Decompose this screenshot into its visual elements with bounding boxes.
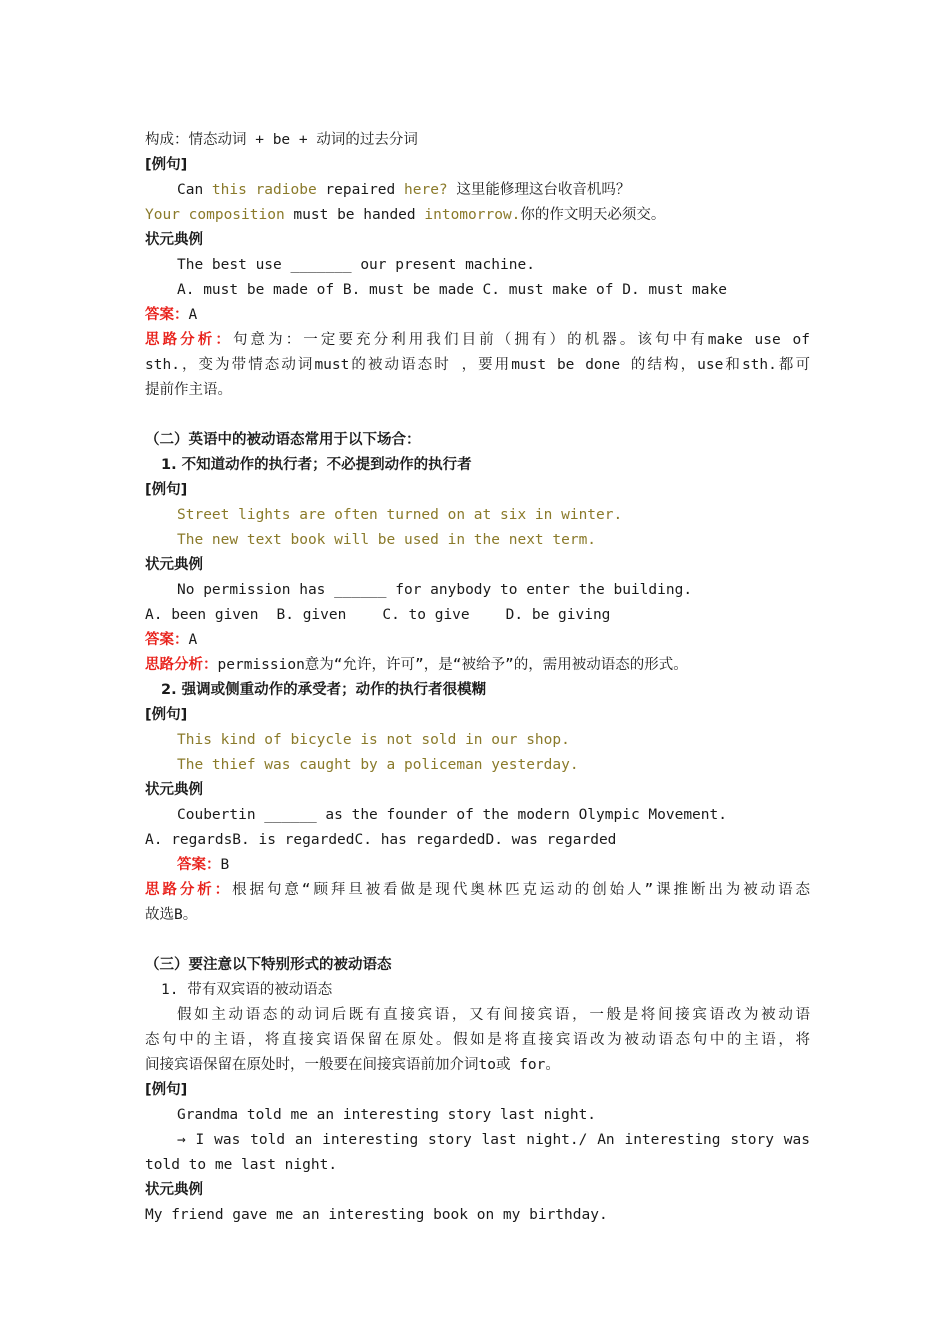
example-text: must be handed <box>284 207 425 223</box>
example-sentence: The new text book will be used in the next term. <box>177 532 597 548</box>
subsection-heading: 1. 带有双宾语的被动语态 <box>161 982 333 998</box>
structure-line: 构成：情态动词 + be + 动词的过去分词 <box>145 132 418 148</box>
answer-value: A <box>188 307 198 323</box>
example-sentence: Grandma told me an interesting story last night. <box>177 1107 597 1123</box>
example-sentence: Street lights are often turned on at six in winter. <box>177 507 623 523</box>
analysis-line: 提前作主语。 <box>145 382 232 398</box>
example-translation: 你的作文明天必须交。 <box>520 207 666 223</box>
answer-line <box>145 303 810 328</box>
body-paragraph-line: 假如主动语态的动词后既有直接宾语，又有间接宾语，一般是将间接宾语改为被动语 <box>177 1007 810 1023</box>
analysis-label: 思路分析： <box>145 332 233 348</box>
analysis-line: sth.，变为带情态动词must的被动语态时 ，要用must be done 的结构，use和sth.都可 <box>145 357 810 373</box>
option-c: C. to give <box>382 607 470 623</box>
analysis-line <box>145 878 810 903</box>
option-d: D. be giving <box>505 607 611 623</box>
analysis-text: 句意为：一定要充分利用我们目前（拥有）的机器。该句中有make use of <box>232 332 810 348</box>
question-options: A. regardsB. is regardedC. has regardedD. was regarded <box>145 832 617 848</box>
subsection-heading: 1. 不知道动作的执行者；不必提到动作的执行者 <box>161 457 472 473</box>
answer-label: 答案： <box>145 632 189 648</box>
analysis-label: 思路分析： <box>145 657 218 673</box>
answer-line <box>145 628 810 653</box>
example-translation: 这里能修理这台收音机吗？ <box>447 182 631 198</box>
example-text-highlight: intomorrow. <box>424 207 521 223</box>
example-sentence: This kind of bicycle is not sold in our shop. <box>177 732 570 748</box>
question-text: My friend gave me an interesting book on my birthday. <box>145 1207 608 1223</box>
section-heading: （二）英语中的被动语态常用于以下场合： <box>145 432 421 448</box>
example-tag: [例句] <box>145 482 188 498</box>
typical-example-tag: 状元典例 <box>145 782 203 798</box>
example-text-highlight: Your composition <box>145 207 285 223</box>
answer-label: 答案： <box>145 307 189 323</box>
example-sentence <box>177 178 810 203</box>
option-b: B. given <box>276 607 347 623</box>
analysis-text: 根据句意“顾拜旦被看做是现代奥林匹克运动的创始人”课推断出为被动语态 <box>232 882 810 898</box>
example-text-highlight: here? <box>404 182 448 198</box>
example-sentence: → I was told an interesting story last night./ An interesting story was <box>177 1132 810 1148</box>
analysis-line: 故选B。 <box>145 907 198 923</box>
answer-label: 答案： <box>177 857 221 873</box>
example-sentence <box>145 203 810 228</box>
typical-example-tag: 状元典例 <box>145 557 203 573</box>
section-heading: （三）要注意以下特别形式的被动语态 <box>145 957 392 973</box>
question-text: No permission has ______ for anybody to enter the building. <box>177 582 693 598</box>
body-paragraph-line: 态句中的主语，将直接宾语保留在原处。假如是将直接宾语改为被动语态句中的主语，将 <box>145 1032 810 1048</box>
example-text: repaired <box>316 182 404 198</box>
question-text: The best use _______ our present machine. <box>177 257 535 273</box>
subsection-heading: 2. 强调或侧重动作的承受者；动作的执行者很模糊 <box>161 682 487 698</box>
analysis-label: 思路分析： <box>145 882 233 898</box>
analysis-text: permission意为“允许，许可”，是“被给予”的，需用被动语态的形式。 <box>217 657 688 673</box>
example-tag: [例句] <box>145 157 188 173</box>
analysis-line <box>145 328 810 353</box>
example-tag: [例句] <box>145 1082 188 1098</box>
example-tag: [例句] <box>145 707 188 723</box>
option-a: A. been given <box>145 607 259 623</box>
question-options <box>145 603 810 628</box>
question-options: A. must be made of B. must be made C. must make of D. must make <box>177 282 727 298</box>
typical-example-tag: 状元典例 <box>145 1182 203 1198</box>
answer-line <box>177 853 810 878</box>
example-sentence: The thief was caught by a policeman yesterday. <box>177 757 579 773</box>
answer-value: B <box>220 857 230 873</box>
example-sentence: told to me last night. <box>145 1157 338 1173</box>
typical-example-tag: 状元典例 <box>145 232 203 248</box>
analysis-line <box>145 653 810 678</box>
answer-value: A <box>188 632 198 648</box>
body-paragraph-line: 间接宾语保留在原处时，一般要在间接宾语前加介词to或 for。 <box>145 1057 560 1073</box>
example-text-highlight: this radiobe <box>211 182 317 198</box>
example-text: Can <box>177 182 212 198</box>
question-text: Coubertin ______ as the founder of the modern Olympic Movement. <box>177 807 727 823</box>
